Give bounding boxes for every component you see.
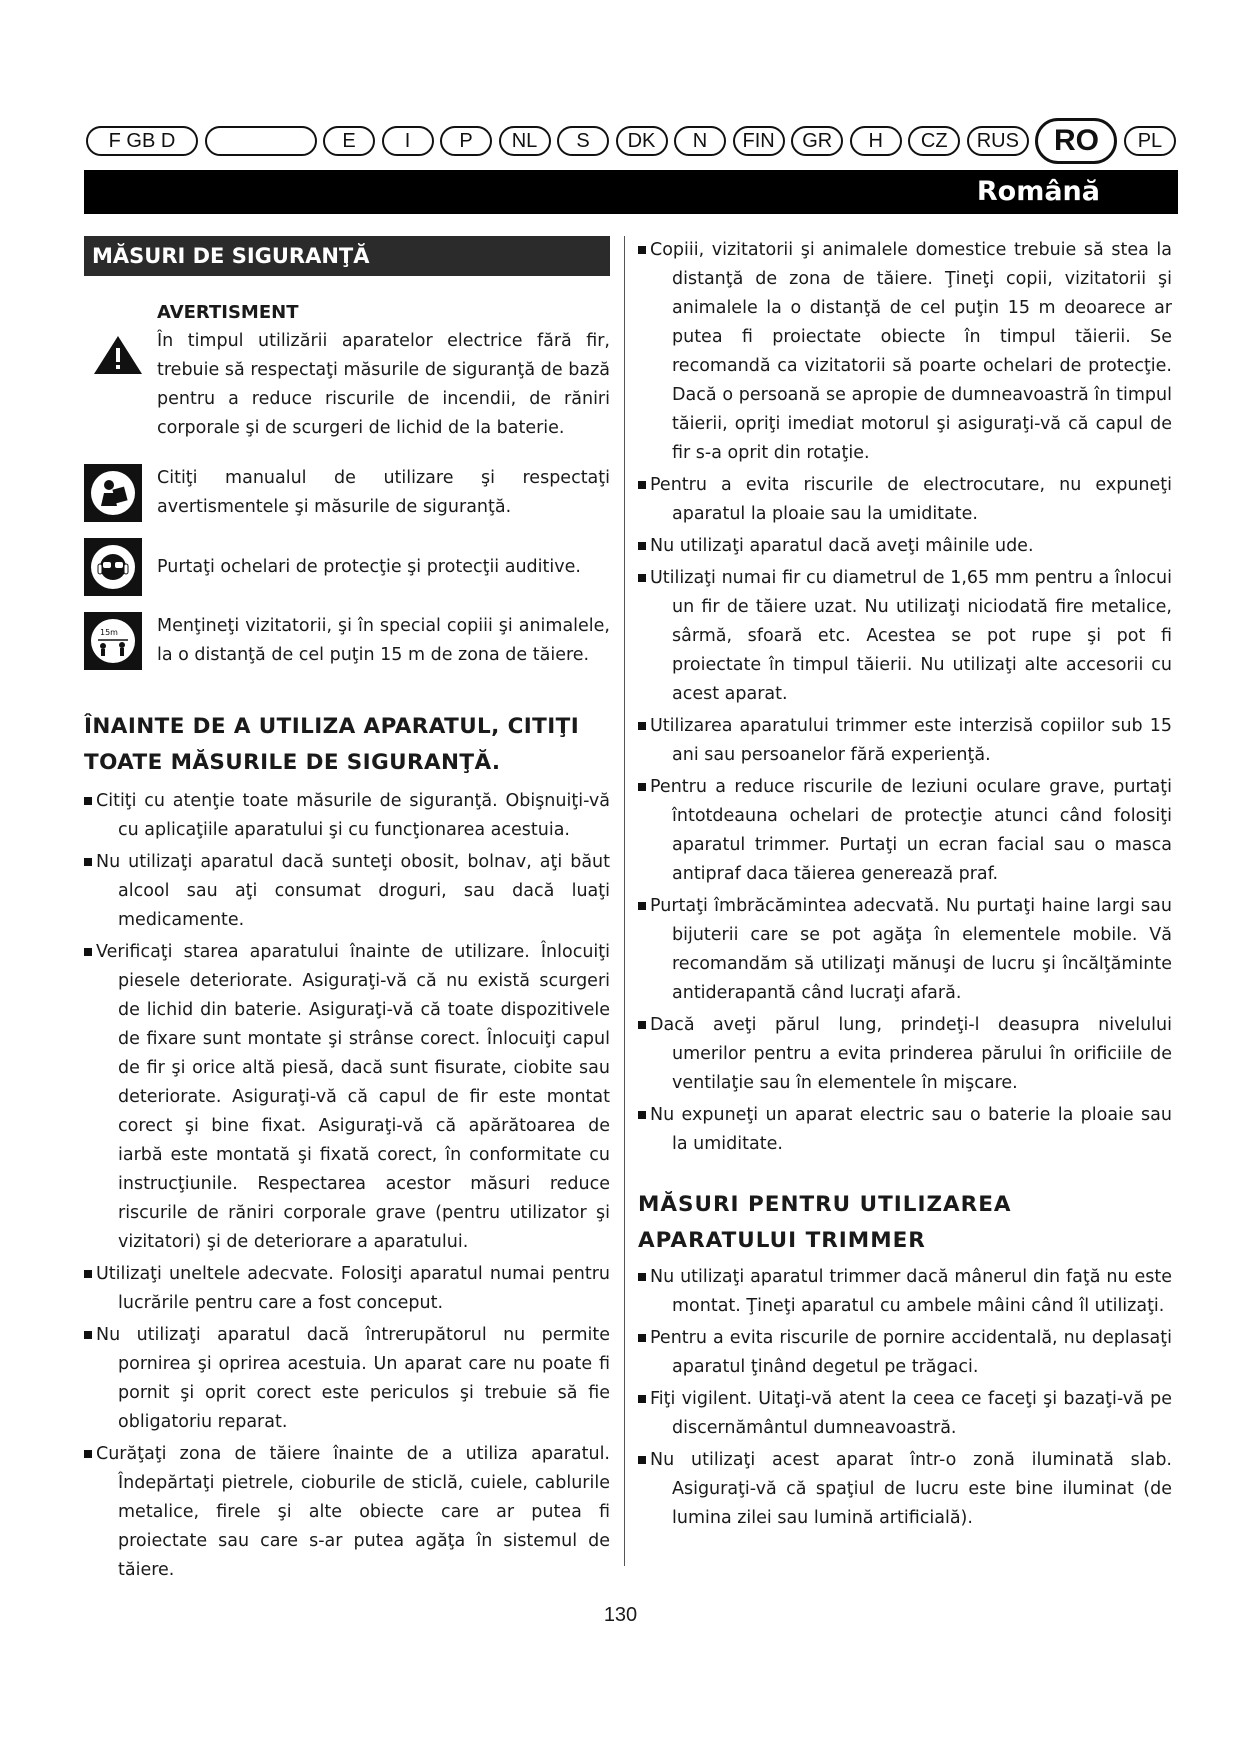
right-bullet-list <box>638 236 1172 1159</box>
list-item <box>84 848 610 935</box>
list-item <box>638 1011 1172 1098</box>
list-item-text: Nu utilizaţi aparatul dacă sunteţi obosit, bolnav, aţi băut alcool sau aţi consumat droguri, sau dacă luaţi medicamente. <box>96 852 610 930</box>
symbol-text: Menţineţi vizitatorii, şi în special copiii şi animalele, la o distanţă de cel puţin 15 m de zona de tăiere. <box>157 616 610 665</box>
language-pill: E <box>323 126 375 156</box>
left-column <box>84 236 610 1588</box>
list-item-text: Pentru a evita riscurile de pornire accidentală, nu deplasaţi aparatul ţinând degetul pe trăgaci. <box>650 1328 1172 1377</box>
read-manual-icon <box>84 464 142 522</box>
bullet-icon <box>638 542 646 550</box>
bullet-icon <box>638 783 646 791</box>
bullet-icon <box>84 858 92 866</box>
warning-title: AVERTISMENT <box>157 302 299 323</box>
bullet-icon <box>638 902 646 910</box>
list-item <box>638 532 1172 561</box>
list-item-text: Nu expuneţi un aparat electric sau o baterie la ploaie sau la umiditate. <box>650 1105 1172 1154</box>
trimmer-bullet-list <box>638 1263 1172 1533</box>
bullet-icon <box>84 1450 92 1458</box>
language-banner: Română <box>84 170 1178 214</box>
language-pill: CZ <box>908 126 960 156</box>
list-item-text: Verificaţi starea aparatului înainte de utilizare. Înlocuiţi piesele deteriorate. Asiguraţi-vă că nu există scurgeri de lichid din baterie. Asiguraţi-vă că toate dispozitivele de fixare sunt montate şi strânse corect. Înlocuiţi capul de fir şi orice altă piesă, dacă sunt fisurate, ciobite sau deteriorate. Asiguraţi-vă că capul de fir este montat corect şi bine fixat. Asiguraţi-vă că apărătoarea de iarbă este montată şi fixată corect, în conformitate cu instrucţiunile. Respectarea acestor măsuri reduce riscurile de răniri corporale grave (pentru utilizator şi vizitatori) şi de deteriorare a aparatului. <box>96 942 610 1252</box>
symbol-row <box>84 463 610 523</box>
warning-triangle-icon <box>92 334 144 376</box>
list-item <box>638 1446 1172 1533</box>
list-item-text: Utilizaţi uneltele adecvate. Folosiţi aparatul numai pentru lucrările pentru care a fost conceput. <box>96 1264 610 1313</box>
language-selector <box>86 118 1176 164</box>
list-item <box>84 1440 610 1585</box>
list-item <box>638 236 1172 468</box>
language-pill: FIN <box>733 126 785 156</box>
list-item <box>638 1385 1172 1443</box>
page-number: 130 <box>603 1604 638 1626</box>
list-item-text: Pentru a reduce riscurile de leziuni oculare grave, purtaţi întotdeauna ochelari de protecţie atunci când folosiţi aparatul trimmer. Purtaţi un ecran facial sau o masca antipraf daca tăierea generează praf. <box>650 777 1172 884</box>
language-pill: PL <box>1124 126 1176 156</box>
left-bullet-list <box>84 787 610 1585</box>
bullet-icon <box>638 574 646 582</box>
language-pill: NL <box>499 126 551 156</box>
column-divider <box>624 236 625 1566</box>
list-item-text: Purtaţi îmbrăcămintea adecvată. Nu purtaţi haine largi sau bijuterii care se pot agăţa în elementele mobile. Vă recomandăm să utilizaţi mănuşi de lucru şi încălţăminte antiderapantă când lucraţi afară. <box>650 896 1172 1003</box>
language-pill: S <box>557 126 609 156</box>
trimmer-heading: MĂSURI PENTRU UTILIZAREA APARATULUI TRIMMER <box>638 1192 1012 1253</box>
list-item <box>84 1321 610 1437</box>
language-pill: RUS <box>967 126 1029 156</box>
list-item <box>638 1324 1172 1382</box>
bullet-icon <box>638 481 646 489</box>
keep-distance-15m-icon <box>84 612 142 670</box>
list-item-text: Nu utilizaţi acest aparat într-o zonă iluminată slab. Asiguraţi-vă că spaţiul de lucru este bine iluminat (de lumina zilei sau lumină artificială). <box>650 1450 1172 1528</box>
warning-text: În timpul utilizării aparatelor electrice fără fir, trebuie să respectaţi măsurile de siguranţă de bază pentru a reduce riscurile de incendii, de răniri corporale şi de scurgeri de lichid de la baterie. <box>157 331 610 438</box>
symbol-text: Purtaţi ochelari de protecţie şi protecţii auditive. <box>157 556 581 577</box>
language-pill: H <box>850 126 902 156</box>
bullet-icon <box>638 722 646 730</box>
bullet-icon <box>638 1334 646 1342</box>
symbol-row <box>84 611 610 671</box>
svg-text:15m: 15m <box>100 628 118 637</box>
list-item <box>84 787 610 845</box>
list-item-text: Fiţi vigilent. Uitaţi-vă atent la ceea ce faceţi şi bazaţi-vă pe discernământul dumneavoastră. <box>650 1389 1172 1438</box>
list-item-text: Utilizaţi numai fir cu diametrul de 1,65 mm pentru a înlocui un fir de tăiere uzat. Nu utilizaţi niciodată fire metalice, sârmă, sfoară etc. Acestea se pot rupe şi pot fi proiectate în timpul tăierii. Nu utilizaţi alte accesorii cu acest aparat. <box>650 568 1172 704</box>
list-item-text: Dacă aveţi părul lung, prindeţi-l deasupra nivelului umerilor pentru a evita prinderea părului în orificiile de ventilaţie sau în elementele în mişcare. <box>650 1015 1172 1093</box>
bullet-icon <box>84 797 92 805</box>
bullet-icon <box>638 1395 646 1403</box>
bullet-icon <box>84 948 92 956</box>
before-use-heading: ÎNAINTE DE A UTILIZA APARATUL, CITIŢI TOATE MĂSURILE DE SIGURANŢĂ. <box>84 714 580 775</box>
list-item <box>638 471 1172 529</box>
list-item-text: Nu utilizaţi aparatul dacă aveţi mâinile ude. <box>650 536 1034 556</box>
section-heading: MĂSURI DE SIGURANŢĂ <box>84 236 610 276</box>
language-pill: I <box>382 126 434 156</box>
right-column <box>638 236 1172 1536</box>
language-pill: RO <box>1035 118 1117 164</box>
warning-block <box>84 298 610 443</box>
language-pill <box>205 126 317 156</box>
language-pill: GR <box>791 126 843 156</box>
symbols-list <box>84 463 610 671</box>
bullet-icon <box>84 1270 92 1278</box>
language-pill: F GB D <box>86 126 198 156</box>
list-item <box>638 1263 1172 1321</box>
bullet-icon <box>638 1111 646 1119</box>
list-item-text: Curăţaţi zona de tăiere înainte de a utiliza aparatul. Îndepărtaţi pietrele, cioburile de sticlă, cuiele, cablurile metalice, firele şi alte obiecte care ar putea fi proiectate sau care s-ar putea agăţa în sistemul de tăiere. <box>96 1444 610 1580</box>
bullet-icon <box>638 1456 646 1464</box>
list-item-text: Pentru a evita riscurile de electrocutare, nu expuneţi aparatul la ploaie sau la umiditate. <box>650 475 1172 524</box>
list-item-text: Citiţi cu atenţie toate măsurile de siguranţă. Obişnuiţi-vă cu aplicaţiile aparatului şi cu funcţionarea acestuia. <box>96 791 610 840</box>
bullet-icon <box>638 1021 646 1029</box>
language-pill: P <box>440 126 492 156</box>
symbol-text: Citiţi manualul de utilizare şi respectaţi avertismentele şi măsurile de siguranţă. <box>157 468 610 517</box>
eye-ear-protection-icon <box>84 538 142 596</box>
list-item-text: Copiii, vizitatorii şi animalele domestice trebuie să stea la distanţă de zona de tăiere. Ţineţi copii, vizitatorii şi animalele la o distanţă de cel puţin 15 m deoarece ar putea fi proiectate obiecte în timpul tăierii. Se recomandă ca vizitatorii să poarte ochelari de protecţie. Dacă o persoană se apropie de dumneavoastră în timpul tăierii, opriţi imediat motorul şi asiguraţi-vă că capul de fir s-a oprit din rotaţie. <box>650 240 1172 463</box>
list-item-text: Utilizarea aparatului trimmer este interzisă copiilor sub 15 ani sau persoanelor fără experienţă. <box>650 716 1172 765</box>
bullet-icon <box>84 1331 92 1339</box>
list-item <box>638 773 1172 889</box>
bullet-icon <box>638 1273 646 1281</box>
list-item <box>638 564 1172 709</box>
language-pill: N <box>674 126 726 156</box>
symbol-row <box>84 537 610 597</box>
list-item <box>84 1260 610 1318</box>
list-item <box>84 938 610 1257</box>
list-item-text: Nu utilizaţi aparatul trimmer dacă mânerul din faţă nu este montat. Ţineţi aparatul cu ambele mâini când îl utilizaţi. <box>650 1267 1172 1316</box>
list-item <box>638 712 1172 770</box>
language-pill: DK <box>616 126 668 156</box>
bullet-icon <box>638 246 646 254</box>
list-item <box>638 892 1172 1008</box>
list-item-text: Nu utilizaţi aparatul dacă întrerupătorul nu permite pornirea şi oprirea acestuia. Un aparat care nu poate fi pornit şi oprit corect este periculos şi trebuie să fie obligatoriu reparat. <box>96 1325 610 1432</box>
list-item <box>638 1101 1172 1159</box>
